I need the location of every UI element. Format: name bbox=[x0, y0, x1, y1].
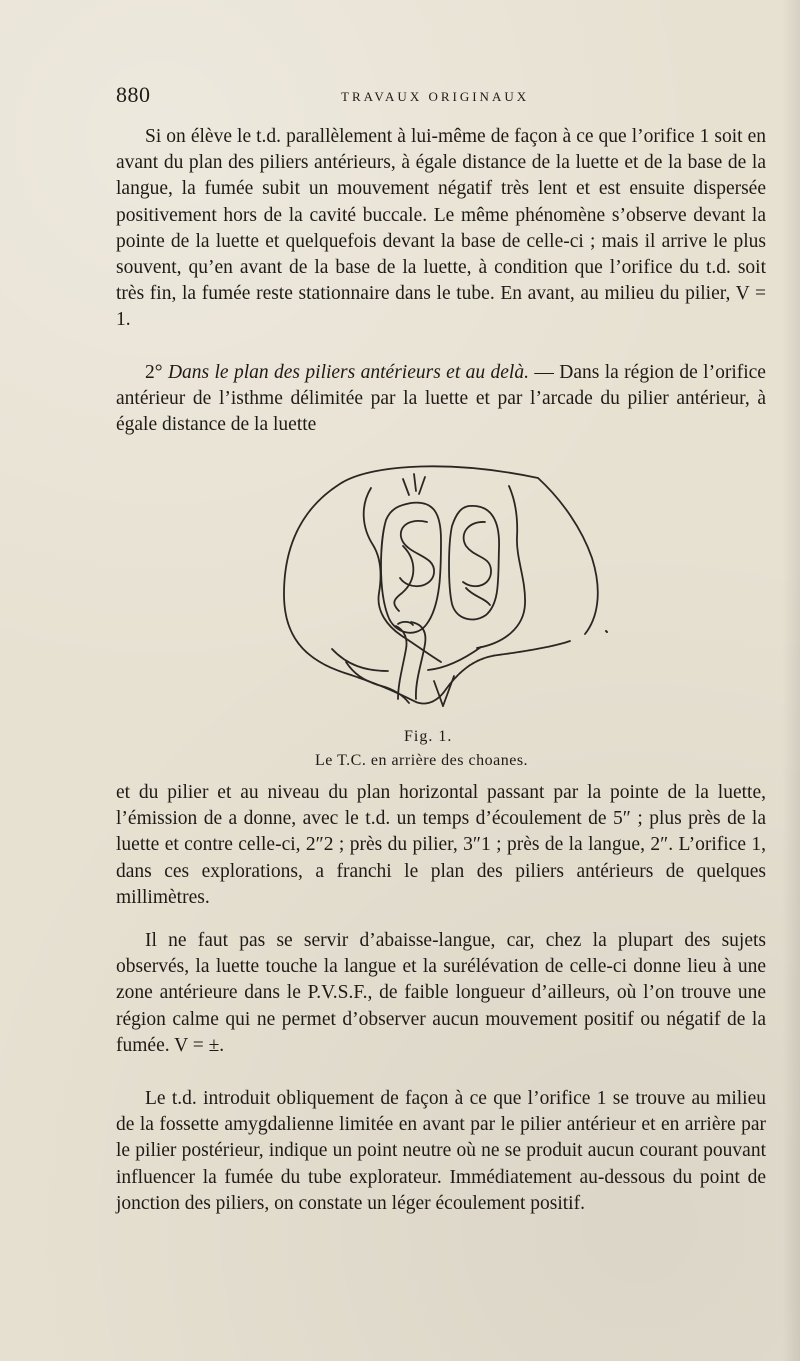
outer-outline bbox=[284, 482, 570, 704]
page-edge-shadow bbox=[782, 0, 800, 1361]
figure-1 bbox=[270, 448, 620, 728]
uvula-left-mark bbox=[403, 479, 409, 495]
diagram-speck bbox=[606, 631, 607, 632]
right-inner-arch bbox=[477, 486, 525, 648]
right-spiral-line bbox=[463, 522, 491, 586]
left-spiral-line bbox=[400, 521, 434, 586]
paragraph-1: Si on élève le t.d. parallèlement à lui-même de façon à ce que l’orifice 1 soit en avant du plan des piliers antérieurs, à égale distance de la luette et de la base de la langue, la fumée subit un mouvement négatif très lent et est ensuite dispersée positivement hors de la cavité buccale. Le même phénomène s’observe devant la pointe de la luette et quelquefois devant la base de celle-ci ; mais il arrive le plus souvent, qu’en avant de la base de la luette, à condition que l’orifice du t.d. soit très fin, la fumée reste stationnaire dans le tube. En avant, au milieu du pilier, V = 1. bbox=[116, 126, 766, 331]
left-inner-arch bbox=[364, 488, 441, 662]
figure-label: Fig. 1. bbox=[404, 728, 453, 745]
page-number: 880 bbox=[116, 82, 151, 107]
paragraph-3: et du pilier et au niveau du plan horizontal passant par la pointe de la luette, l’émission de a donne, avec le t.d. un temps d’écoulement de 5″ ; plus près de la luette et contre celle-ci, 2″2 ; près du pilier, 3″1 ; près de la langue, 2″. L’orifice 1, dans ces explorations, a franchi le plan des piliers antérieurs de quelques millimètres. bbox=[116, 782, 766, 908]
section-number: 2° bbox=[145, 362, 168, 383]
uvula-center-mark bbox=[414, 474, 416, 491]
figure-caption: Le T.C. en arrière des choanes. bbox=[315, 752, 529, 769]
left-spiral-line-2 bbox=[394, 546, 413, 611]
tube-opening bbox=[398, 622, 413, 625]
paragraph-4: Il ne faut pas se servir d’abaisse-langue, car, chez la plupart des sujets observés, la luette touche la langue et la surélévation de celle-ci donne lieu à une zone antérieure dans le P.V.S.F., de faible longueur d’ailleurs, où l’on trouve une région calme qui ne permet d’observer aucun mouvement positif ou négatif de la fumée. V = ±. bbox=[116, 930, 766, 1056]
tube-base-left bbox=[332, 649, 388, 671]
paragraph-2-text: — Dans la région de l’orifice antérieur de l’isthme délimitée par la luette et par l’arcade du pilier antérieur, à égale distance de la luette bbox=[116, 362, 766, 436]
running-head: TRAVAUX ORIGINAUX bbox=[341, 89, 530, 104]
section-title: Dans le plan des piliers antérieurs et au delà. bbox=[167, 362, 529, 383]
tube-inner bbox=[396, 626, 407, 699]
anatomical-diagram bbox=[270, 448, 620, 728]
paragraph-2 bbox=[116, 360, 766, 439]
page-header bbox=[116, 82, 766, 112]
uvula-right-mark bbox=[419, 477, 425, 494]
right-spiral-line-2 bbox=[466, 588, 490, 605]
paragraph-5: Le t.d. introduit obliquement de façon à ce que l’orifice 1 se trouve au milieu de la fossette amygdalienne limitée en avant par le pilier antérieur et en arrière par le pilier postérieur, indique un point neutre où ne se produit aucun courant pouvant influencer la fumée du tube explorateur. Immédiatement au-dessous du point de jonction des piliers, on constate un léger écoulement positif. bbox=[116, 1088, 766, 1214]
